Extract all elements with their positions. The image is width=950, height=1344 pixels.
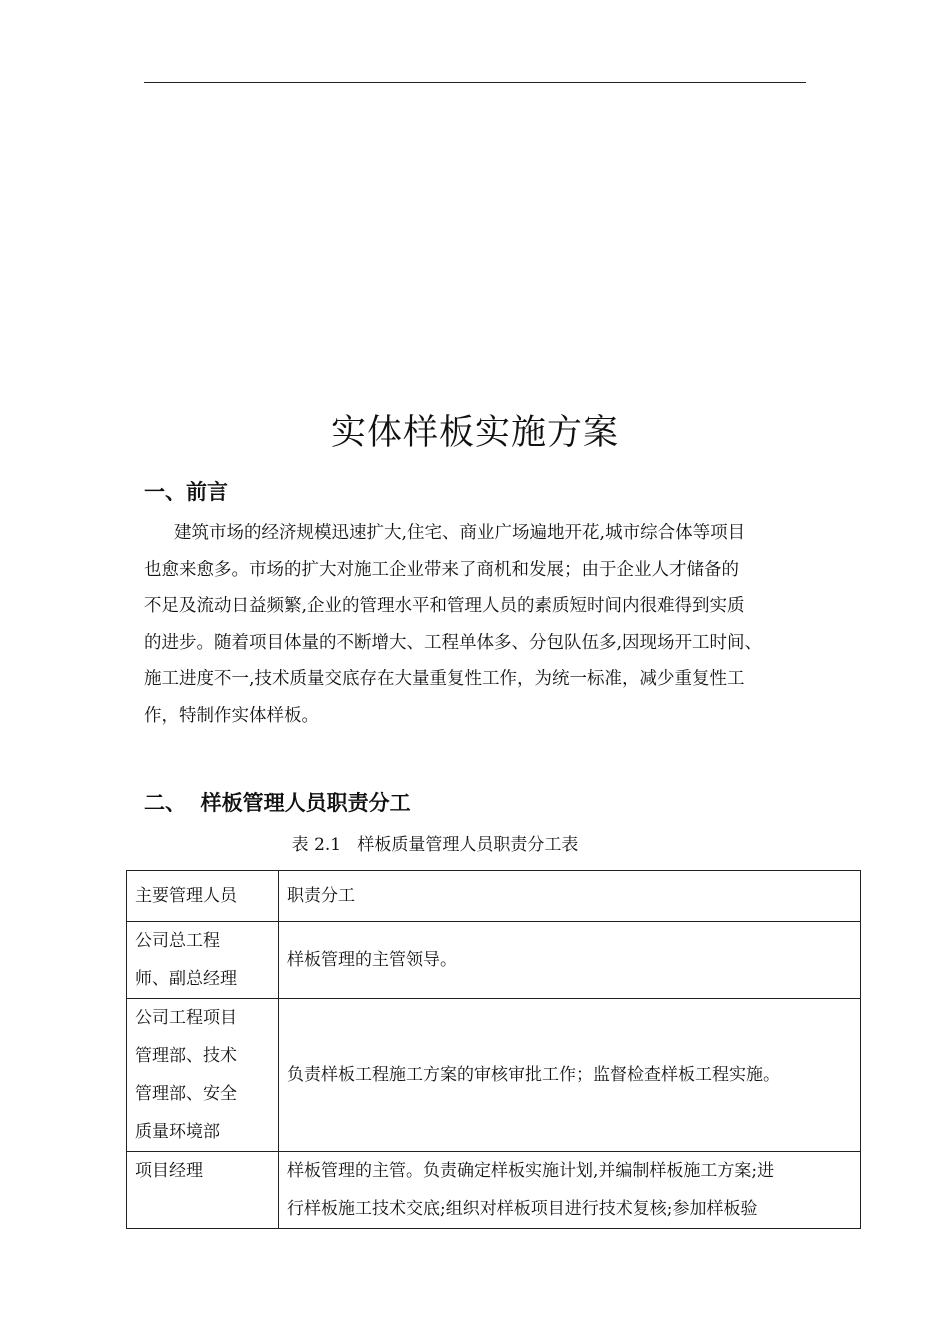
role-cell: [127, 922, 279, 999]
role-cell: [127, 999, 279, 1152]
duty-line: 负责样板工程施工方案的审核审批工作；监督检查样板工程实施。: [287, 1065, 780, 1085]
role-cell: [127, 1152, 279, 1229]
document-title: 实体样板实施方案: [330, 413, 619, 453]
table-row: [127, 1152, 861, 1229]
role-line: 项目经理: [135, 1161, 203, 1181]
paragraph-line: 作，特制作实体样板。: [144, 705, 319, 726]
preface-paragraph: [144, 515, 816, 735]
role-line: 公司工程项目: [135, 1008, 237, 1028]
role-line: 管理部、技术: [135, 1046, 237, 1066]
role-line: 质量环境部: [135, 1122, 220, 1142]
table-row: [127, 922, 861, 999]
paragraph-line: 也愈来愈多。市场的扩大对施工企业带来了商机和发展；由于企业人才储备的: [144, 559, 739, 580]
duty-table: [126, 870, 861, 1229]
paragraph-line: 施工进度不一,技术质量交底存在大量重复性工作，为统一标准，减少重复性工: [144, 669, 745, 690]
role-line: 师、副总经理: [135, 969, 237, 989]
table-header-row: [127, 871, 861, 922]
duty-line: 样板管理的主管领导。: [287, 950, 457, 970]
section-heading-preface: 一、前言: [144, 479, 228, 504]
duty-line: 行样板施工技术交底;组织对样板项目进行技术复核;参加样板验: [287, 1199, 758, 1219]
role-line: 管理部、安全: [135, 1084, 237, 1104]
duty-cell: [279, 922, 861, 999]
duty-cell: [279, 999, 861, 1152]
paragraph-line: 的进步。随着项目体量的不断增大、工程单体多、分包队伍多,因现场开工时间、: [144, 632, 763, 653]
paragraph-line: 不足及流动日益频繁,企业的管理水平和管理人员的素质短时间内很难得到实质: [144, 596, 745, 617]
duty-line: 样板管理的主管。负责确定样板实施计划,并编制样板施工方案;进: [287, 1161, 775, 1181]
paragraph-line: 建筑市场的经济规模迅速扩大,住宅、商业广场遍地开花,城市综合体等项目: [174, 523, 746, 543]
section-heading-duties: 二、 样板管理人员职责分工: [144, 790, 411, 815]
table-caption: 表 2.1 样板质量管理人员职责分工表: [291, 835, 579, 855]
table-header-cell-role: 主要管理人员: [127, 871, 279, 922]
table-row: [127, 999, 861, 1152]
table-header-cell-duty: 职责分工: [279, 871, 861, 922]
header-rule: [144, 82, 806, 83]
duty-cell: [279, 1152, 861, 1229]
role-line: 公司总工程: [135, 931, 220, 951]
